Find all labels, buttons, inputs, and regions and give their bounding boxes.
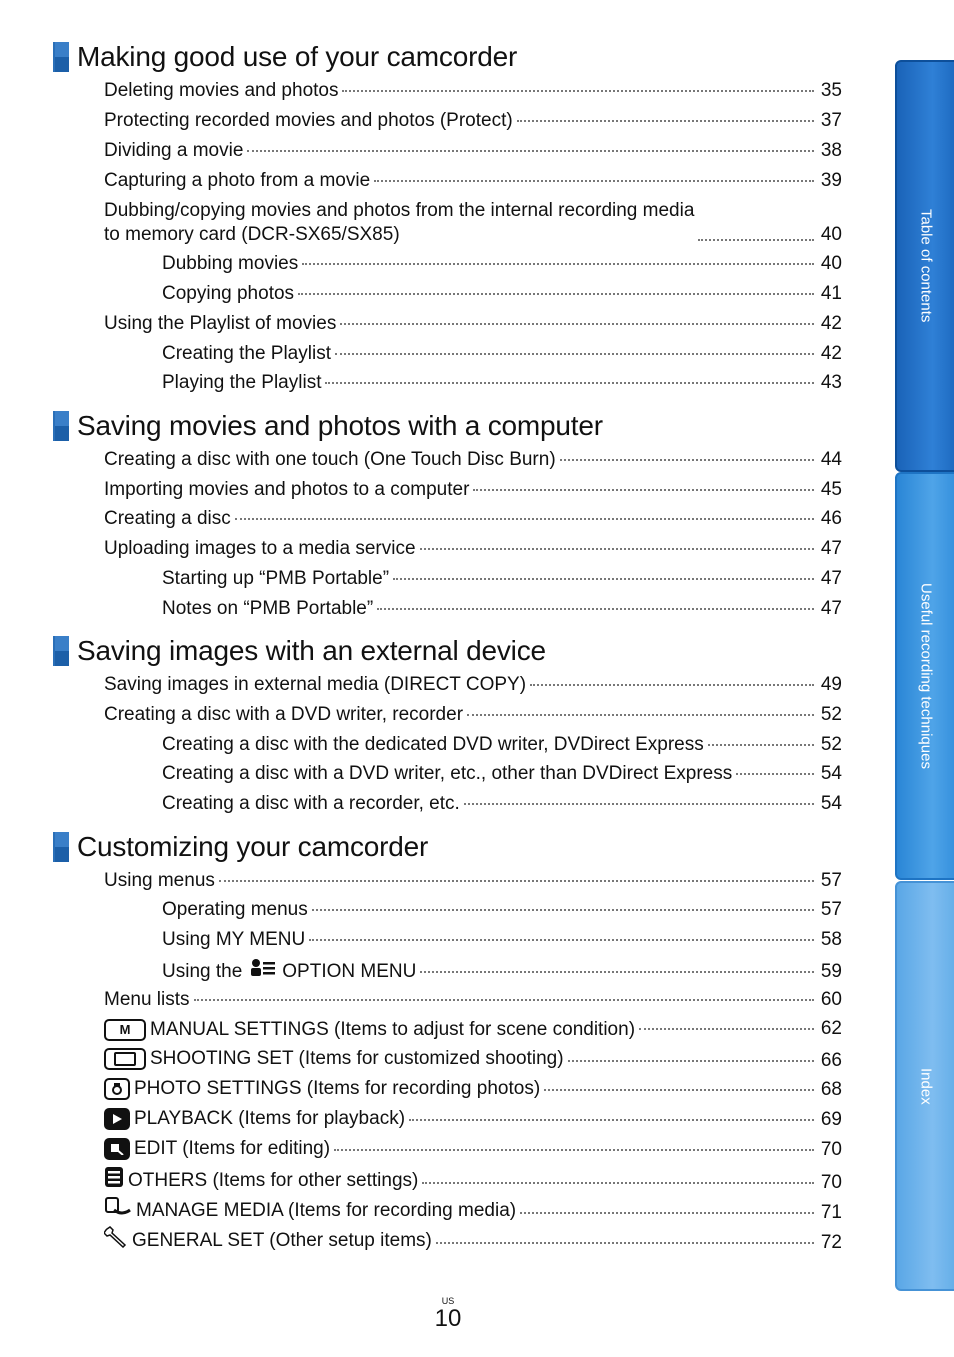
others-icon bbox=[104, 1166, 124, 1195]
page-number: 35 bbox=[820, 80, 842, 101]
leader-dots bbox=[544, 1088, 814, 1091]
page-number: 37 bbox=[820, 110, 842, 131]
leader-dots bbox=[235, 517, 814, 520]
section-marker bbox=[53, 411, 69, 441]
leader-dots bbox=[325, 381, 814, 384]
toc-entry[interactable]: Protecting recorded movies and photos (Protect) 37 bbox=[104, 110, 842, 131]
page-number: 42 bbox=[820, 313, 842, 334]
toc-subentry[interactable]: Creating the Playlist 42 bbox=[162, 343, 842, 364]
page-number: 57 bbox=[820, 899, 842, 920]
toc-entry[interactable]: Creating a disc with one touch (One Touch Disc Burn) 44 bbox=[104, 449, 842, 470]
page-number: 54 bbox=[820, 793, 842, 814]
toc-subentry[interactable]: Operating menus 57 bbox=[162, 899, 842, 920]
leader-dots bbox=[334, 1148, 814, 1151]
page-number: 57 bbox=[820, 870, 842, 891]
leader-dots bbox=[464, 802, 814, 805]
page-number: 70 bbox=[820, 1172, 842, 1193]
page-number: 52 bbox=[820, 704, 842, 725]
toc-entry[interactable]: Importing movies and photos to a computer 45 bbox=[104, 479, 842, 500]
leader-dots bbox=[708, 743, 814, 746]
leader-dots bbox=[340, 322, 814, 325]
page-number: 58 bbox=[820, 929, 842, 950]
page-number: 47 bbox=[820, 598, 842, 619]
toc-subentry[interactable]: Creating a disc with a DVD writer, etc., other than DVDirect Express 54 bbox=[162, 763, 842, 784]
leader-dots bbox=[377, 607, 814, 610]
section-heading-customizing: Customizing your camcorder bbox=[53, 830, 428, 864]
leader-dots bbox=[517, 119, 814, 122]
page-number: 71 bbox=[820, 1202, 842, 1223]
toc-subentry[interactable]: Using MY MENU 58 bbox=[162, 929, 842, 950]
page-number: 47 bbox=[820, 538, 842, 559]
page-number: 42 bbox=[820, 343, 842, 364]
toc-entry[interactable]: Dividing a movie 38 bbox=[104, 140, 842, 161]
page-number: 49 bbox=[820, 674, 842, 695]
section-heading-external-device: Saving images with an external device bbox=[53, 634, 546, 668]
toc-entry[interactable]: MANAGE MEDIA (Items for recording media) 71 bbox=[104, 1196, 842, 1225]
leader-dots bbox=[374, 179, 814, 182]
toc-entry[interactable]: Using menus 57 bbox=[104, 870, 842, 891]
edit-icon bbox=[104, 1138, 130, 1160]
section-marker bbox=[53, 832, 69, 862]
toc-subentry[interactable]: Creating a disc with a recorder, etc. 54 bbox=[162, 793, 842, 814]
leader-dots bbox=[422, 1181, 814, 1184]
toc-entry[interactable]: Using the Playlist of movies 42 bbox=[104, 313, 842, 334]
leader-dots bbox=[335, 352, 814, 355]
page-number: 38 bbox=[820, 140, 842, 161]
photo-settings-icon bbox=[104, 1078, 130, 1100]
page-number: 54 bbox=[820, 763, 842, 784]
shooting-set-icon bbox=[104, 1048, 146, 1070]
leader-dots bbox=[473, 488, 814, 491]
section-heading-camcorder-use: Making good use of your camcorder bbox=[53, 40, 517, 74]
section-marker bbox=[53, 42, 69, 72]
toc-subentry[interactable]: Starting up “PMB Portable” 47 bbox=[162, 568, 842, 589]
leader-dots bbox=[639, 1027, 814, 1030]
leader-dots bbox=[436, 1241, 814, 1244]
page-number: 40 bbox=[820, 253, 842, 274]
toc-entry[interactable]: SHOOTING SET (Items for customized shooting) 66 bbox=[104, 1047, 842, 1073]
toc-subentry[interactable]: Creating a disc with the dedicated DVD writer, DVDirect Express 52 bbox=[162, 734, 842, 755]
toc-entry[interactable]: Uploading images to a media service 47 bbox=[104, 538, 842, 559]
page-number: 44 bbox=[820, 449, 842, 470]
page-number: 52 bbox=[820, 734, 842, 755]
toc-entry[interactable]: EDIT (Items for editing) 70 bbox=[104, 1137, 842, 1162]
playback-icon bbox=[104, 1108, 130, 1130]
toc-entry[interactable]: Menu lists 60 bbox=[104, 989, 842, 1010]
page-number: 41 bbox=[820, 283, 842, 304]
page-number: 39 bbox=[820, 170, 842, 191]
page-number: 47 bbox=[820, 568, 842, 589]
toc-entry[interactable]: Capturing a photo from a movie 39 bbox=[104, 170, 842, 191]
page-number: 40 bbox=[820, 224, 842, 245]
manage-media-icon bbox=[104, 1196, 132, 1225]
page-number: 45 bbox=[820, 479, 842, 500]
wrench-icon bbox=[104, 1226, 128, 1255]
toc-entry[interactable]: OTHERS (Items for other settings) 70 bbox=[104, 1166, 842, 1195]
toc-entry[interactable]: PHOTO SETTINGS (Items for recording photos) 68 bbox=[104, 1077, 842, 1102]
toc-entry[interactable]: PLAYBACK (Items for playback) 69 bbox=[104, 1107, 842, 1132]
tab-table-of-contents[interactable]: Table of contents bbox=[895, 60, 954, 472]
leader-dots bbox=[530, 683, 814, 686]
toc-subentry[interactable]: Using the OPTION MENU 59 bbox=[162, 958, 842, 985]
leader-dots bbox=[342, 89, 814, 92]
leader-dots bbox=[420, 547, 814, 550]
leader-dots bbox=[298, 292, 814, 295]
leader-dots bbox=[312, 908, 814, 911]
toc-entry[interactable]: M MANUAL SETTINGS (Items to adjust for scene condition) 62 bbox=[104, 1017, 842, 1042]
toc-subentry[interactable]: Notes on “PMB Portable” 47 bbox=[162, 598, 842, 619]
toc-entry[interactable]: Creating a disc with a DVD writer, recorder 52 bbox=[104, 704, 842, 725]
page-number: 62 bbox=[820, 1018, 842, 1039]
toc-subentry[interactable]: Copying photos 41 bbox=[162, 283, 842, 304]
page-number: 69 bbox=[820, 1109, 842, 1130]
toc-entry[interactable]: GENERAL SET (Other setup items) 72 bbox=[104, 1226, 842, 1255]
page-number: 60 bbox=[820, 989, 842, 1010]
leader-dots bbox=[698, 238, 814, 241]
toc-entry[interactable]: Deleting movies and photos 35 bbox=[104, 80, 842, 101]
page-number: 70 bbox=[820, 1139, 842, 1160]
page-number-footer: 10 bbox=[434, 1305, 462, 1332]
leader-dots bbox=[393, 577, 814, 580]
leader-dots bbox=[194, 998, 814, 1001]
leader-dots bbox=[467, 713, 814, 716]
leader-dots bbox=[568, 1059, 814, 1062]
toc-entry[interactable]: Saving images in external media (DIRECT COPY) 49 bbox=[104, 674, 842, 695]
leader-dots bbox=[520, 1211, 814, 1214]
toc-entry[interactable]: Dubbing/copying movies and photos from the internal recording media to memory card (DCR-SX65/SX85) 40 bbox=[104, 200, 842, 245]
option-menu-icon bbox=[250, 958, 276, 985]
page-footer: US 10 bbox=[434, 1296, 462, 1332]
toc-subentry[interactable]: Dubbing movies 40 bbox=[162, 253, 842, 274]
page-number: 46 bbox=[820, 508, 842, 529]
leader-dots bbox=[420, 970, 814, 973]
leader-dots bbox=[219, 879, 814, 882]
manual-settings-icon: M bbox=[104, 1019, 146, 1041]
page-number: 43 bbox=[820, 372, 842, 393]
tab-index[interactable]: Index bbox=[895, 881, 954, 1291]
tab-useful-recording-techniques[interactable]: Useful recording techniques bbox=[895, 472, 954, 880]
page-number: 66 bbox=[820, 1050, 842, 1071]
leader-dots bbox=[247, 149, 814, 152]
leader-dots bbox=[409, 1118, 814, 1121]
page-number: 59 bbox=[820, 960, 842, 982]
toc-subentry[interactable]: Playing the Playlist 43 bbox=[162, 372, 842, 393]
leader-dots bbox=[736, 772, 814, 775]
toc-entry[interactable]: Creating a disc 46 bbox=[104, 508, 842, 529]
section-heading-computer: Saving movies and photos with a computer bbox=[53, 409, 603, 443]
page-number: 68 bbox=[820, 1079, 842, 1100]
leader-dots bbox=[309, 938, 814, 941]
page-number: 72 bbox=[820, 1232, 842, 1253]
leader-dots bbox=[302, 262, 814, 265]
section-marker bbox=[53, 636, 69, 666]
leader-dots bbox=[560, 458, 814, 461]
